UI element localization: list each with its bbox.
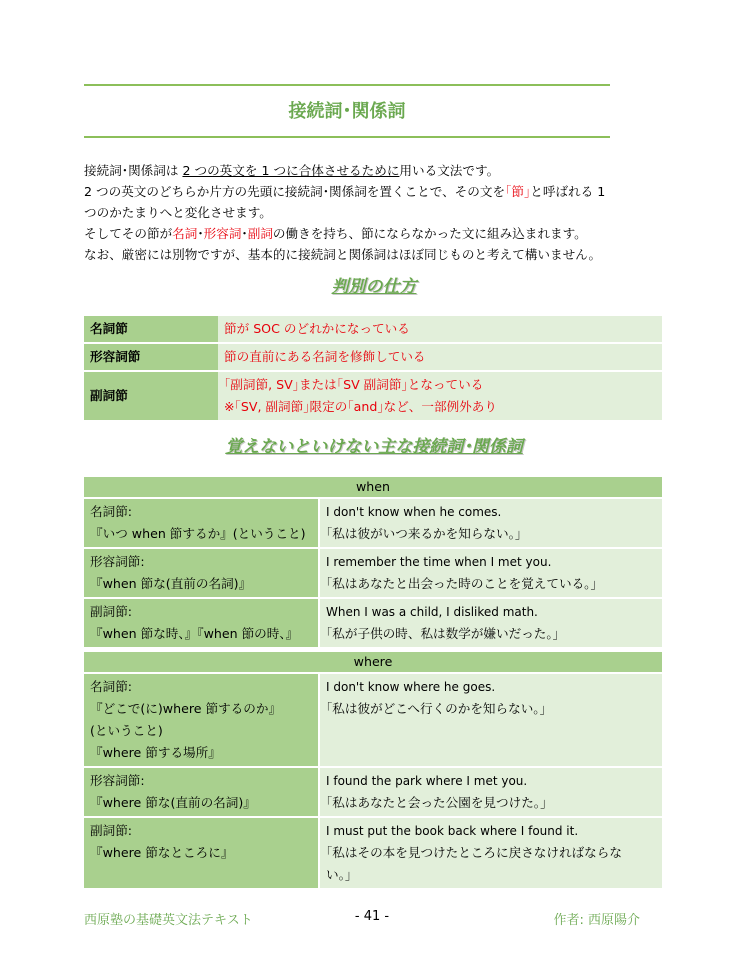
intro-separator: ･	[241, 226, 248, 241]
rule-label: 形容詞節	[84, 343, 218, 371]
when-table	[84, 477, 662, 649]
rule-label: 名詞節	[84, 316, 218, 343]
clause-type: 形容詞節:	[90, 773, 145, 788]
clause-type: 副詞節:	[90, 823, 133, 838]
example-english: I remember the time when I met you.	[326, 555, 552, 569]
clause-type-cell	[84, 498, 319, 548]
intro-line-2	[84, 181, 664, 202]
example-cell	[319, 498, 662, 548]
clause-meaning: 『when 節な時、』『when 節の時、』	[90, 626, 299, 641]
example-japanese: ｢私はあなたと会った公園を見つけた。｣	[326, 795, 547, 810]
table-header: where	[84, 652, 662, 673]
intro-text: と呼ばれる 1	[530, 184, 606, 199]
clause-type-cell	[84, 548, 319, 598]
table-header: when	[84, 477, 662, 498]
table-row	[84, 343, 662, 371]
rule-description	[218, 316, 662, 343]
example-japanese: ｢私が子供の時、私は数学が嫌いだった。｣	[326, 626, 559, 641]
clause-meaning: 『where 節な(直前の名詞)』	[90, 795, 256, 810]
clause-meaning: 『where 節なところに』	[90, 845, 234, 860]
intro-underlined-text: 2 つの英文を 1 つに合体させるために	[182, 163, 400, 178]
clause-type: 形容詞節:	[90, 554, 145, 569]
intro-paragraph	[84, 160, 664, 265]
table-row	[84, 598, 662, 648]
clause-type: 副詞節:	[90, 604, 133, 619]
example-japanese-continued: い。｣	[326, 867, 352, 882]
rules-table	[84, 316, 662, 422]
intro-separator: ･	[197, 226, 204, 241]
clause-meaning: (ということ)	[90, 723, 163, 738]
table-row	[84, 673, 662, 767]
where-table	[84, 652, 662, 890]
example-english: I don't know when he comes.	[326, 505, 502, 519]
example-english: I found the park where I met you.	[326, 774, 528, 788]
title-rule-top	[84, 84, 610, 86]
rule-line: ｢副詞節, SV｣または｢SV 副詞節｣となっている	[224, 377, 484, 392]
intro-text: そしてその節が	[84, 226, 173, 241]
title-rule-bottom	[84, 136, 610, 138]
intro-line-1	[84, 160, 664, 181]
table-row	[84, 817, 662, 889]
rule-line: 節の直前にある名詞を修飾している	[224, 349, 426, 364]
table-row	[84, 548, 662, 598]
clause-meaning: 『where 節する場所』	[90, 745, 221, 760]
intro-line-5: なお、厳密には別物ですが、基本的に接続詞と関係詞はほぼ同じものと考えて構いません。	[84, 247, 602, 262]
intro-text: の働きを持ち、節にならなかった文に組み込まれます。	[272, 226, 587, 241]
clause-type-cell	[84, 817, 319, 889]
rule-line: 節が SOC のどれかになっている	[224, 321, 410, 336]
example-japanese: ｢私は彼がどこへ行くのかを知らない。｣	[326, 701, 546, 716]
intro-highlight: ｢節｣	[505, 184, 531, 199]
example-japanese: ｢私はその本を見つけたところに戻さなければならな	[326, 845, 622, 860]
intro-text: 用いる文法です。	[399, 163, 500, 178]
example-japanese: ｢私はあなたと出会った時のことを覚えている。｣	[326, 576, 597, 591]
clause-meaning: 『when 節な(直前の名詞)』	[90, 576, 252, 591]
clause-meaning: 『いつ when 節するか』(ということ)	[90, 526, 306, 541]
table-header-row	[84, 652, 662, 673]
footer-author: 作者: 西原陽介	[553, 913, 640, 928]
clause-type-cell	[84, 598, 319, 648]
example-cell	[319, 673, 662, 767]
example-japanese: ｢私は彼がいつ来るかを知らない。｣	[326, 526, 522, 541]
clause-meaning: 『どこで(に)where 節するのか』	[90, 701, 282, 716]
rule-description	[218, 343, 662, 371]
footer-textbook-title: 西原塾の基礎英文法テキスト	[84, 913, 253, 928]
example-english: When I was a child, I disliked math.	[326, 605, 538, 619]
clause-type: 名詞節:	[90, 504, 133, 519]
page-number: - 41 -	[354, 909, 390, 924]
table-row	[84, 371, 662, 421]
table-header-row	[84, 477, 662, 498]
example-english: I don't know where he goes.	[326, 680, 496, 694]
rule-description	[218, 371, 662, 421]
rule-label: 副詞節	[84, 371, 218, 421]
table-row	[84, 498, 662, 548]
section-heading-identification: 判別の仕方	[331, 277, 417, 297]
page-title: 接続詞･関係詞	[288, 101, 406, 122]
clause-type-cell	[84, 767, 319, 817]
example-cell	[319, 548, 662, 598]
intro-text: 接続詞･関係詞は	[84, 163, 183, 178]
intro-highlight: 名詞	[172, 226, 198, 241]
table-row	[84, 767, 662, 817]
example-cell	[319, 817, 662, 889]
example-cell	[319, 767, 662, 817]
intro-text: 2 つの英文のどちらか片方の先頭に接続詞･関係詞を置くことで、その文を	[84, 184, 506, 199]
table-row	[84, 316, 662, 343]
section-heading-main-conjunctions: 覚えないといけない主な接続詞･関係詞	[225, 437, 523, 457]
intro-line-4	[84, 223, 664, 244]
clause-type-cell	[84, 673, 319, 767]
rule-line: ※｢SV, 副詞節｣限定の｢and｣など、一部例外あり	[224, 399, 497, 414]
intro-highlight: 形容詞	[203, 226, 242, 241]
intro-highlight: 副詞	[247, 226, 273, 241]
intro-line-3: つのかたまりへと変化させます。	[84, 205, 272, 220]
example-english: I must put the book back where I found it.	[326, 824, 579, 838]
clause-type: 名詞節:	[90, 679, 133, 694]
example-cell	[319, 598, 662, 648]
